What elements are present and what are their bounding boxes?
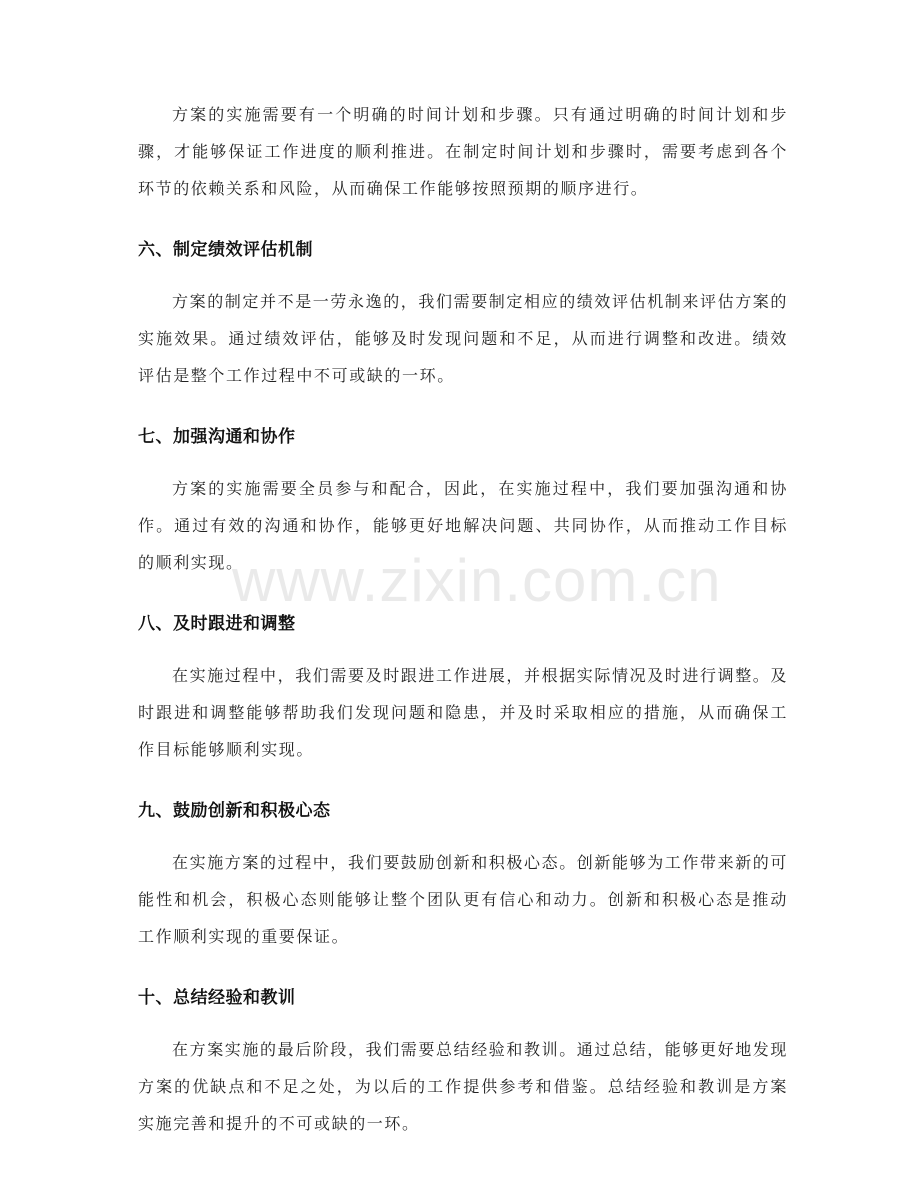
paragraph-innovation: 在实施方案的过程中，我们要鼓励创新和积极心态。创新能够为工作带来新的可能性和机会，积极心态则能够让整个团队更有信心和动力。创新和积极心态是推动工作顺利实现的重要保证。 xyxy=(138,853,789,946)
section-heading-9: 九、鼓励创新和积极心态 xyxy=(138,801,331,821)
paragraph-communication: 方案的实施需要全员参与和配合，因此，在实施过程中，我们要加强沟通和协作。通过有效的沟通和协作，能够更好地解决问题、共同协作，从而推动工作目标的顺利实现。 xyxy=(138,479,788,572)
paragraph-performance: 方案的制定并不是一劳永逸的，我们需要制定相应的绩效评估机制来评估方案的实施效果。通过绩效评估，能够及时发现问题和不足，从而进行调整和改进。绩效评估是整个工作过程中不可或缺的一环。 xyxy=(138,292,789,385)
paragraph-schedule: 方案的实施需要有一个明确的时间计划和步骤。只有通过明确的时间计划和步骤，才能够保证工作进度的顺利推进。在制定时间计划和步骤时，需要考虑到各个环节的依赖关系和风险，从而确保工作能够按照预期的顺序进行。 xyxy=(138,105,788,198)
section-heading-7: 七、加强沟通和协作 xyxy=(138,427,296,447)
section-heading-10: 十、总结经验和教训 xyxy=(138,988,296,1008)
paragraph-followup: 在实施过程中，我们需要及时跟进工作进展，并根据实际情况及时进行调整。及时跟进和调整能够帮助我们发现问题和隐患，并及时采取相应的措施，从而确保工作目标能够顺利实现。 xyxy=(138,666,789,759)
document-body xyxy=(138,96,788,1142)
section-heading-8: 八、及时跟进和调整 xyxy=(138,614,296,634)
section-heading-6: 六、制定绩效评估机制 xyxy=(138,240,313,260)
paragraph-summary: 在方案实施的最后阶段，我们需要总结经验和教训。通过总结，能够更好地发现方案的优缺点和不足之处，为以后的工作提供参考和借鉴。总结经验和教训是方案实施完善和提升的不可或缺的一环。 xyxy=(138,1040,789,1133)
watermark: www.zixin.com.cn xyxy=(232,547,722,614)
